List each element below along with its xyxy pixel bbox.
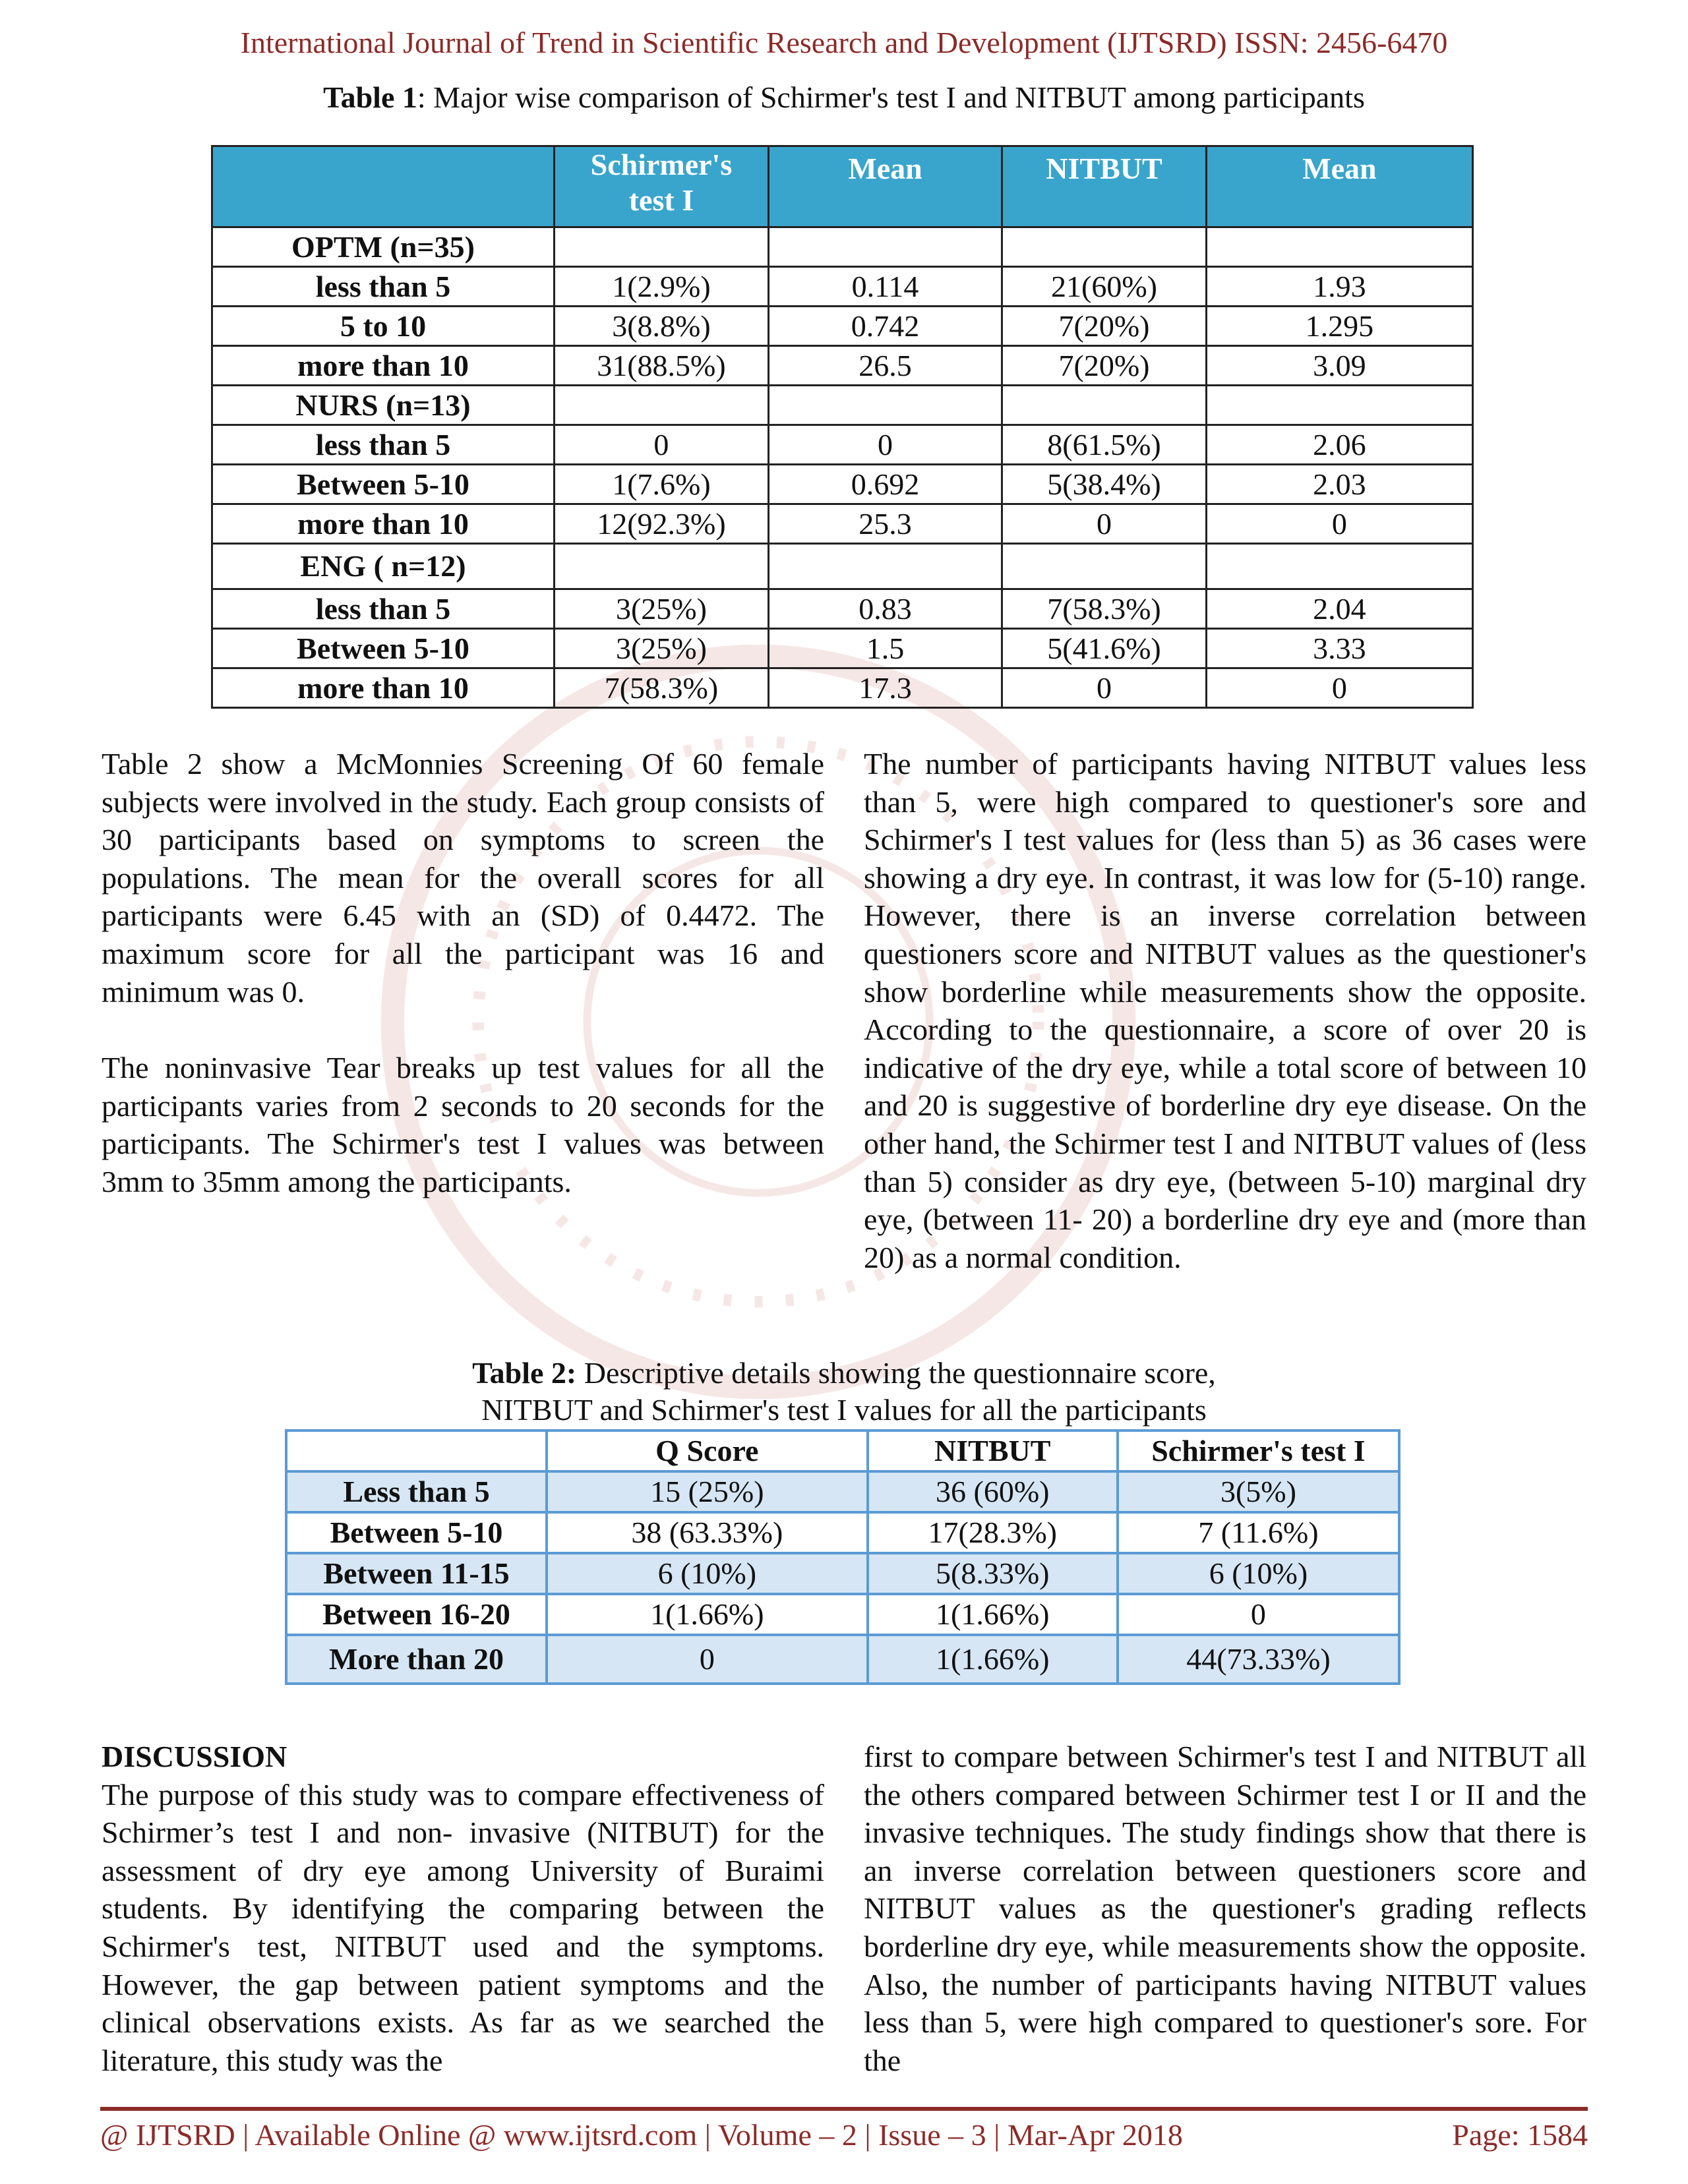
row-label: Less than 5: [286, 1471, 547, 1512]
discussion-left-column: [102, 1738, 824, 2079]
row-label: more than 10: [212, 504, 555, 544]
table-cell: 2.04: [1206, 589, 1472, 629]
table-cell: 25.3: [768, 504, 1002, 544]
row-label: Between 5-10: [212, 629, 555, 668]
table-cell: 2.03: [1206, 465, 1472, 504]
table2-header-cell: Schirmer's test I: [1118, 1431, 1399, 1471]
table-cell: 44(73.33%): [1118, 1635, 1399, 1684]
table-cell: 3(25%): [554, 629, 768, 668]
table-cell: 1(1.66%): [547, 1594, 868, 1635]
table-cell: 7(58.3%): [554, 668, 768, 708]
table-cell: 1.295: [1206, 307, 1472, 346]
table-row: [212, 544, 1473, 589]
table-cell: 36 (60%): [868, 1471, 1118, 1512]
table-cell: 17(28.3%): [868, 1512, 1118, 1553]
table1-header-cell: Schirmer's test I: [554, 146, 768, 227]
table-cell: 1.93: [1206, 267, 1472, 307]
discussion-right-column: [864, 1738, 1586, 2079]
table-cell: 0: [554, 425, 768, 465]
table-row: [212, 307, 1473, 346]
table-cell: [1206, 544, 1472, 589]
table-row: [286, 1553, 1399, 1594]
table-cell: 6 (10%): [547, 1553, 868, 1594]
section-heading: DISCUSSION: [102, 1740, 287, 1773]
table-cell: 1(7.6%): [554, 465, 768, 504]
paragraph: The noninvasive Tear breaks up test values for all the participants varies from 2 seconds to 20 seconds for the participants. The Schirmer's test I values was between 3mm to 35mm among the participants.: [102, 1051, 824, 1198]
table-cell: [768, 227, 1002, 267]
right-column-text: [864, 745, 1586, 1276]
table-cell: 7(20%): [1002, 307, 1207, 346]
table-row: [286, 1471, 1399, 1512]
table-cell: 0.83: [768, 589, 1002, 629]
table-cell: [1002, 227, 1207, 267]
left-column-text: [102, 745, 824, 1239]
table-cell: 0: [1206, 668, 1472, 708]
table-row: [212, 346, 1473, 386]
table1-header-row: [212, 146, 1473, 227]
row-label: less than 5: [212, 589, 555, 629]
table-cell: 3.09: [1206, 346, 1472, 386]
table-row: [286, 1594, 1399, 1635]
table-cell: 17.3: [768, 668, 1002, 708]
table-cell: 5(41.6%): [1002, 629, 1207, 668]
row-label: less than 5: [212, 267, 555, 307]
table-cell: 0.742: [768, 307, 1002, 346]
table-cell: [1002, 544, 1207, 589]
row-label: More than 20: [286, 1635, 547, 1684]
footer-info: @ IJTSRD | Available Online @ www.ijtsrd.com | Volume – 2 | Issue – 3 | Mar-Apr 2018: [100, 2118, 1183, 2152]
table2: [285, 1429, 1401, 1685]
table-cell: 0: [547, 1635, 868, 1684]
table-cell: 38 (63.33%): [547, 1512, 868, 1553]
table-cell: 0.692: [768, 465, 1002, 504]
table-cell: 0: [1206, 504, 1472, 544]
table-cell: 26.5: [768, 346, 1002, 386]
table-cell: 5(8.33%): [868, 1553, 1118, 1594]
table2-header-row: [286, 1431, 1399, 1471]
table-row: [212, 425, 1473, 465]
table1-caption: Table 1: Major wise comparison of Schirmer's test I and NITBUT among participants: [323, 80, 1365, 114]
footer-divider: [100, 2107, 1588, 2111]
table2-caption: Table 2: Descriptive details showing the questionnaire score, NITBUT and Schirmer's test I values for all the participants: [472, 1356, 1216, 1427]
table2-header-cell: NITBUT: [868, 1431, 1118, 1471]
row-label: more than 10: [212, 346, 555, 386]
table-row: [286, 1635, 1399, 1684]
table2-header-cell: Q Score: [547, 1431, 868, 1471]
table1-header-cell: Mean: [1206, 146, 1472, 227]
table-cell: 2.06: [1206, 425, 1472, 465]
table-cell: 0: [1002, 504, 1207, 544]
table-cell: 7 (11.6%): [1118, 1512, 1399, 1553]
paragraph: first to compare between Schirmer's test I and NITBUT all the others compared between Schirmer test I or II and the invasive techniques. The study findings show that there is an inverse correlation between questioners score and NITBUT values as the questioner's grading reflects borderline dry eye, while measurements show the opposite. Also, the number of participants having NITBUT values less than 5, were high compared to questioner's sore. For the: [864, 1740, 1586, 2077]
table-cell: 21(60%): [1002, 267, 1207, 307]
row-label: OPTM (n=35): [212, 227, 555, 267]
journal-header: International Journal of Trend in Scientific Research and Development (IJTSRD) ISSN: 2456-6470: [240, 26, 1448, 59]
table-cell: 0: [768, 425, 1002, 465]
row-label: more than 10: [212, 668, 555, 708]
row-label: Between 16-20: [286, 1594, 547, 1635]
row-label: Between 5-10: [286, 1512, 547, 1553]
table-row: [286, 1512, 1399, 1553]
paragraph: The purpose of this study was to compare effectiveness of Schirmer’s test I and non- invasive (NITBUT) for the assessment of dry eye among University of Buraimi students. By identifying the comparing between the Schirmer's test, NITBUT used and the symptoms. However, the gap between patient symptoms and the clinical observations exists. As far as we searched the literature, this study was the: [102, 1777, 824, 2077]
table-cell: [554, 227, 768, 267]
row-label: NURS (n=13): [212, 386, 555, 425]
table1-header-cell: [212, 146, 555, 227]
table-row: [212, 227, 1473, 267]
table1-header-cell: NITBUT: [1002, 146, 1207, 227]
table-row: [212, 629, 1473, 668]
row-label: 5 to 10: [212, 307, 555, 346]
table-cell: 1(1.66%): [868, 1594, 1118, 1635]
row-label: Between 5-10: [212, 465, 555, 504]
table1: [211, 145, 1474, 709]
table-row: [212, 589, 1473, 629]
table-cell: 3(25%): [554, 589, 768, 629]
table-row: [212, 504, 1473, 544]
table-cell: 1.5: [768, 629, 1002, 668]
table-cell: 0: [1118, 1594, 1399, 1635]
table-cell: 7(20%): [1002, 346, 1207, 386]
table-cell: 12(92.3%): [554, 504, 768, 544]
table-cell: [768, 386, 1002, 425]
table-cell: [1206, 227, 1472, 267]
table2-header-cell: [286, 1431, 547, 1471]
table-cell: [554, 544, 768, 589]
table-cell: 31(88.5%): [554, 346, 768, 386]
table-cell: 7(58.3%): [1002, 589, 1207, 629]
page-number: Page: 1584: [1452, 2118, 1588, 2152]
paragraph: The number of participants having NITBUT values less than 5, were high compared to questioner's sore and Schirmer's I test values for (less than 5) as 36 cases were showing a dry eye. In contrast, it was low for (5-10) range. However, there is an inverse correlation between questioners score and NITBUT values as the questioner's show borderline while measurements show the opposite. According to the questionnaire, a score of over 20 is indicative of the dry eye, while a total score of between 10 and 20 is suggestive of borderline dry eye disease. On the other hand, the Schirmer test I and NITBUT values of (less than 5) consider as dry eye, (between 5-10) marginal dry eye, (between 11- 20) a borderline dry eye and (more than 20) as a normal condition.: [864, 747, 1586, 1274]
row-label: ENG ( n=12): [212, 544, 555, 589]
table-cell: [768, 544, 1002, 589]
table-cell: 0.114: [768, 267, 1002, 307]
table-cell: 1(2.9%): [554, 267, 768, 307]
table-cell: 1(1.66%): [868, 1635, 1118, 1684]
table-row: [212, 267, 1473, 307]
table-row: [212, 386, 1473, 425]
table-cell: 0: [1002, 668, 1207, 708]
page-footer: [100, 2117, 1588, 2152]
table-row: [212, 668, 1473, 708]
row-label: Between 11-15: [286, 1553, 547, 1594]
table-cell: 3.33: [1206, 629, 1472, 668]
table-cell: [554, 386, 768, 425]
table1-header-cell: Mean: [768, 146, 1002, 227]
table-row: [212, 465, 1473, 504]
table-cell: 3(5%): [1118, 1471, 1399, 1512]
table-cell: 3(8.8%): [554, 307, 768, 346]
table-cell: 15 (25%): [547, 1471, 868, 1512]
table-cell: [1002, 386, 1207, 425]
table-cell: [1206, 386, 1472, 425]
row-label: less than 5: [212, 425, 555, 465]
paragraph: Table 2 show a McMonnies Screening Of 60 female subjects were involved in the study. Each group consists of 30 participants based on symptoms to screen the populations. The mean for the overall scores for all participants were 6.45 with an (SD) of 0.4472. The maximum score for all the participant was 16 and minimum was 0.: [102, 747, 824, 1009]
table-cell: 8(61.5%): [1002, 425, 1207, 465]
table-cell: 6 (10%): [1118, 1553, 1399, 1594]
table-cell: 5(38.4%): [1002, 465, 1207, 504]
